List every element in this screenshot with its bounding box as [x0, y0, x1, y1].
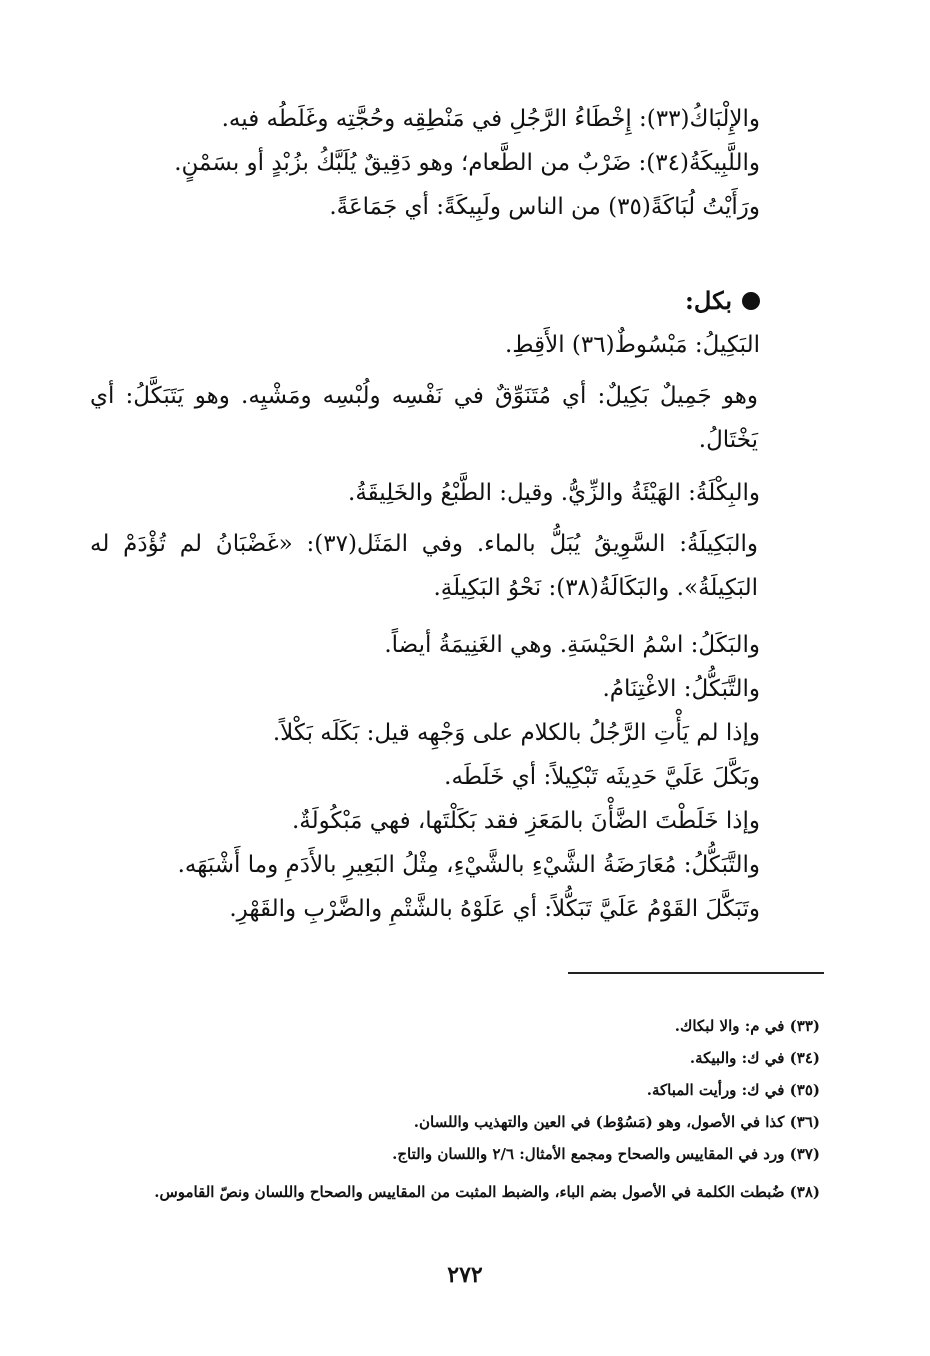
entry-line-bakkala: وبَكَّلَ عَلَيَّ حَدِيثَه تَبْكِيلاً: أي خَلَطَه.	[444, 764, 760, 790]
entry-line-bakila: والبَكِيلَةُ: السَّوِيقُ يُبَلُّ بالماء. وفي المَثَل(٣٧): «غَضْبَانُ لم تُؤْدَمْ له البَكِيلَةُ». والبَكَالَةُ(٣٨): نَحْوُ البَكِيلَةِ.	[90, 531, 758, 601]
footnote-37: (٣٧) ورد في المقاييس والصحاح ومجمع الأمثال: ٢/٦ واللسان والتاج.	[392, 1145, 820, 1163]
entry-line-tabakkul: والتَّبَكُّلُ: الاغْتِنَامُ.	[602, 676, 760, 702]
footnote-divider	[568, 972, 824, 974]
entry-line-jamil-bakil: وهو جَمِيلٌ بَكِيلٌ: أي مُتَنَوِّقٌ في نَفْسِه ولُبْسِه ومَشْيِه. وهو يَتَبَكَّلُ: أي يَخْتَالُ.	[90, 383, 758, 453]
section-heading	[685, 286, 760, 316]
bullet-icon	[742, 292, 760, 310]
page-number: ٢٧٢	[447, 1262, 483, 1288]
entry-line-bikla: والبِكْلَةُ: الهَيْئَةُ والزِّيُّ. وقيل: الطَّبْعُ والخَلِيقَةُ.	[348, 480, 760, 506]
entry-line-bakil: البَكِيلُ: مَبْسُوطٌ(٣٦) الأَقِطِ.	[504, 332, 760, 358]
footnote-36: (٣٦) كذا في الأصول، وهو (مَسُوْط) في العين والتهذيب واللسان.	[413, 1113, 820, 1131]
section-heading-text: بكل:	[685, 286, 732, 315]
entry-line-ilbak: والإِلْبَاكُ(٣٣): إِخْطَاءُ الرَّجُلِ في مَنْطِقِه وحُجَّتِه وغَلَطُه فيه.	[221, 106, 760, 132]
footnote-34: (٣٤) في ك: والبيكة.	[689, 1049, 820, 1067]
entry-line-tabakkala: وتَبَكَّلَ القَوْمُ عَلَيَّ تَبَكُّلاً: أي عَلَوْهُ بالشَّتْمِ والضَّرْبِ والقَهْرِ.	[229, 896, 760, 922]
footnote-35: (٣٥) في ك: ورأيت المباكة.	[646, 1081, 820, 1099]
entry-line-muarada: والتَّبَكُّلُ: مُعَارَضَةُ الشَّيْءِ بالشَّيْءِ، مِثْلُ البَعِيرِ بالأَدَمِ وما أَشْبَهَه.	[177, 852, 760, 878]
footnote-38: (٣٨) ضُبطت الكلمة في الأصول بضم الباء، والضبط المثبت من المقاييس والصحاح واللسان ونصّ القاموس.	[154, 1183, 820, 1201]
entry-line-bakalahu: وإذا لم يَأْتِ الرَّجُلُ بالكلام على وَجْهِه قيل: بَكَلَه بَكْلاً.	[272, 720, 760, 746]
footnote-33: (٣٣) في م: والا لبكاك.	[674, 1017, 820, 1035]
entry-line-lubaka: ورَأَيْتُ لُبَاكَةً(٣٥) من الناس ولَبِيكَةً: أي جَمَاعَةً.	[329, 194, 760, 220]
entry-line-bakal: والبَكَلُ: اسْمُ الحَيْسَةِ. وهي الغَنِيمَةُ أيضاً.	[384, 632, 760, 658]
entry-line-khalatta: وإذا خَلَطْتَ الضَّأْنَ بالمَعَزِ فقد بَكَلْتَها، فهي مَبْكُولَةٌ.	[292, 808, 760, 834]
entry-line-labika: واللَّبِيكَةُ(٣٤): ضَرْبٌ من الطَّعام؛ وهو دَقِيقٌ يُلَبَّكُ بزُبْدٍ أو بسَمْنٍ.	[174, 150, 760, 176]
